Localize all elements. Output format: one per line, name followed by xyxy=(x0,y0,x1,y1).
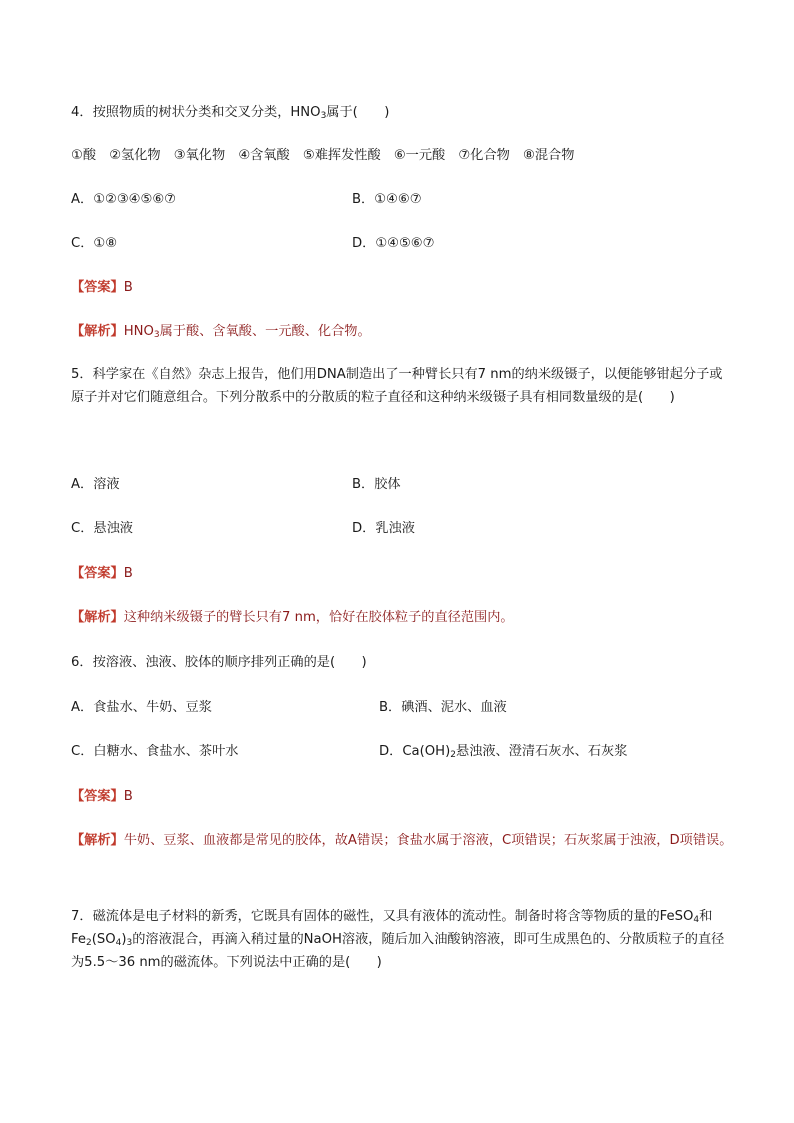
q4-option-c: C．①⑧ xyxy=(71,236,118,251)
q6-option-a: A．食盐水、牛奶、豆浆 xyxy=(71,700,212,715)
q4-option-a: A．①②③④⑤⑥⑦ xyxy=(71,192,176,207)
q6-option-c: C．白糖水、食盐水、茶叶水 xyxy=(71,744,239,759)
q4-option-b: B．①④⑥⑦ xyxy=(352,192,422,207)
q4-analysis: 【解析】$HNO_3$属于酸、含氧酸、一元酸、化合物。 xyxy=(71,324,371,340)
q4-items: ①酸 ②氢化物 ③氧化物 ④含氧酸 ⑤难挥发性酸 ⑥一元酸 ⑦化合物 ⑧混合物 xyxy=(71,148,575,163)
q5-option-c: C．悬浊液 xyxy=(71,521,133,536)
q6-option-d: D．$Ca(OH)_2$悬浊液、澄清石灰水、石灰浆 xyxy=(379,744,628,760)
q6-stem: 6．按溶液、浊液、胶体的顺序排列正确的是( ) xyxy=(71,655,367,670)
q5-analysis: 【解析】这种纳米级镊子的臂长只有7 nm，恰好在胶体粒子的直径范围内。 xyxy=(71,610,514,625)
q4-option-d: D．①④⑤⑥⑦ xyxy=(352,236,435,251)
q6-analysis: 【解析】牛奶、豆浆、血液都是常见的胶体，故A错误；食盐水属于溶液，C项错误；石灰浆属于浊液，D项错误。 xyxy=(71,833,733,848)
q5-option-d: D．乳浊液 xyxy=(352,521,415,536)
q6-answer: 【答案】B xyxy=(71,789,133,804)
q5-option-a: A．溶液 xyxy=(71,477,120,492)
q4-stem: 4．按照物质的树状分类和交叉分类，$HNO_3$属于( ) xyxy=(71,105,390,121)
q4-answer: 【答案】B xyxy=(71,280,133,295)
q6-option-b: B．碘酒、泥水、血液 xyxy=(379,700,507,715)
q5-answer: 【答案】B xyxy=(71,566,133,581)
q7-stem: 7．磁流体是电子材料的新秀，它既具有固体的磁性，又具有液体的流动性。制备时将含等物质的量的FeSO$_4$和$Fe_2(SO_4)_3$的溶液混合，再滴入稍过量的NaOH溶液，随后加入油酸钠溶液，即可生成黑色的、分散质粒子的直径为5.5～36 nm的磁流体。下列说法中正确的是( ) xyxy=(71,909,725,970)
q5-option-b: B．胶体 xyxy=(352,477,401,492)
q5-stem: 5．科学家在《自然》杂志上报告，他们用DNA制造出了一种臂长只有7 nm的纳米级镊子，以便能够钳起分子或原子并对它们随意组合。下列分散系中的分散质的粒子直径和这种纳米级镊子具有相同数量级的是( ) xyxy=(71,367,723,405)
